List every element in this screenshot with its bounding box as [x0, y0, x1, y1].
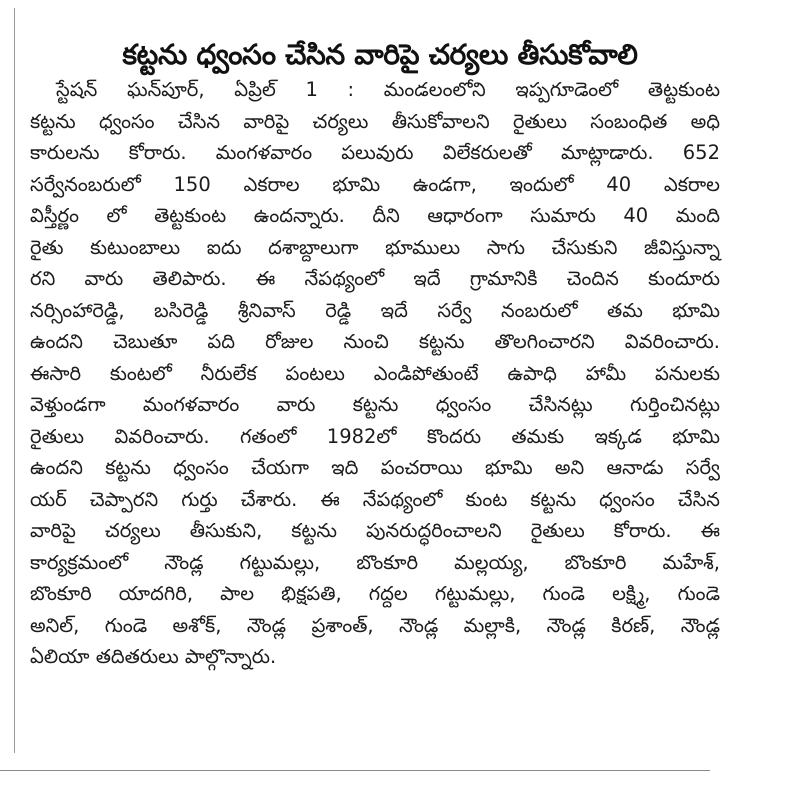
article-line: అనిల్, గుండె అశోక్, నౌండ్ల ప్రశాంత్, నౌండ్ల మల్లాకి, నౌండ్ల కిరణ్, నౌండ్ల [30, 613, 720, 637]
column-rule-left [14, 8, 15, 753]
article-line: యర్ చెప్పారని గుర్తు చేశారు. ఈ నేపథ్యంలో కుంట కట్టను ధ్వంసం చేసిన [30, 487, 720, 511]
article-line: ఏలియా తదితరులు పాల్గొన్నారు. [30, 645, 277, 668]
article-headline: కట్టను ధ్వంసం చేసిన వారిపై చర్యలు తీసుకోవాలి [122, 37, 638, 71]
article-line: బొంకూరి యాదగిరి, పాల భిక్షపతి, గద్దల గట్టుమల్లు, గుండె లక్ష్మి, గుండె [30, 582, 720, 605]
article-line: ఈసారి కుంటలో నీరులేక పంటలు ఎండిపోతుంటే ఉపాధి హామీ పనులకు [30, 361, 720, 385]
article-line: సర్వేనంబరులో 150 ఎకరాల భూమి ఉండగా, ఇందులో 40 ఎకరాల [30, 172, 720, 196]
article-line: విస్తీర్ణం లో తెట్టకుంట ఉందన్నారు. దీని ఆధారంగా సుమారు 40 మంది [30, 204, 720, 227]
article-line: ఉందని చెబుతూ పది రోజుల నుంచి కట్టను తొలగించారని వివరించారు. [30, 330, 720, 353]
article-line: వెళ్తుండగా మంగళవారం వారు కట్టను ధ్వంసం చేసినట్లు గుర్తించినట్లు [30, 393, 720, 416]
article-line: స్టేషన్ ఘన్‌పూర్, ఏప్రిల్ 1 : మండలంలోని ఇప్పగూడెంలో తెట్టకుంట [56, 78, 720, 101]
column-rule-bottom [0, 770, 710, 771]
article-body [30, 74, 720, 673]
article-line: రైతు కుటుంబాలు ఐదు దశాబ్దాలుగా భూములు సాగు చేసుకుని జీవిస్తున్నా [30, 235, 720, 259]
article-line: రని వారు తెలిపారు. ఈ నేపథ్యంలో ఇదే గ్రామానికి చెందిన కుందూరు [30, 267, 720, 290]
article-line: వారిపై చర్యలు తీసుకుని, కట్టను పునరుద్ధరించాలని రైతులు కోరారు. ఈ [30, 519, 720, 542]
article-line: నర్సింహారెడ్డి, బసిరెడ్డి శ్రీనివాస్ రెడ్డి ఇదే సర్వే నంబరులో తమ భూమి [30, 298, 720, 322]
article-line: రైతులు వివరించారు. గతంలో 1982లో కొందరు తమకు ఇక్కడ భూమి [30, 424, 720, 448]
article-line: ఉందని కట్టను ధ్వంసం చేయగా ఇది పంచరాయి భూమి అని ఆనాడు సర్వే [30, 456, 720, 479]
article-line: కట్టను ధ్వంసం చేసిన వారిపై చర్యలు తీసుకోవాలని రైతులు సంబంధిత అధి [30, 109, 720, 133]
article-line: కారులను కోరారు. మంగళవారం పలువురు విలేకరులతో మాట్లాడారు. 652 [30, 141, 720, 164]
article-line: కార్యక్రమంలో నౌండ్ల గట్టుమల్లు, బొంకూరి మల్లయ్య, బొంకూరి మహేశ్, [30, 550, 720, 574]
